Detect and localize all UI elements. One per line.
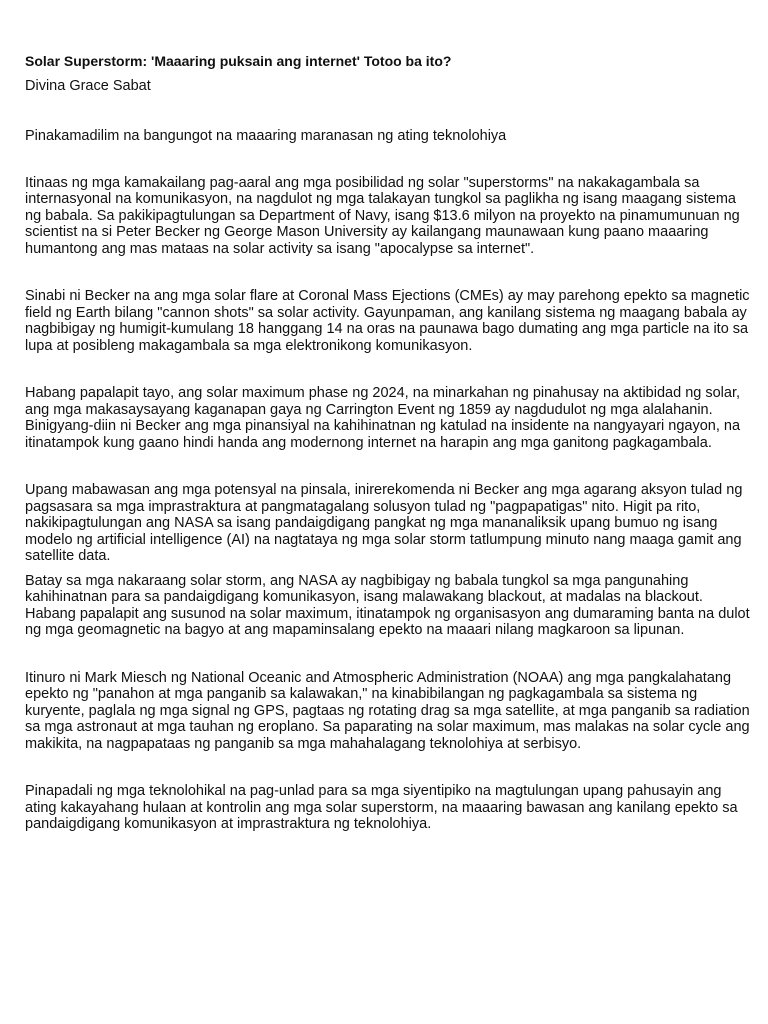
- article-paragraph: Sinabi ni Becker na ang mga solar flare at Coronal Mass Ejections (CMEs) ay may parehong epekto sa magnetic field ng Earth bilang "cannon shots" sa solar activity. Gayunpaman, ang kanilang sistema ng maagang babala ay nagbibigay ng humigit-kumulang 18 hanggang 14 na oras na paunawa bago dumating ang mga particle na ito sa lupa at posibleng makagambala sa mga elektronikong komunikasyon.: [25, 288, 750, 354]
- article-paragraph: Itinaas ng mga kamakailang pag-aaral ang mga posibilidad ng solar "superstorms" na nakakagambala sa internasyonal na komunikasyon, na nagdulot ng mga talakayan tungkol sa paglikha ng isang maagang sistema ng babala. Sa pakikipagtulungan sa Department of Navy, isang $13.6 milyon na proyekto na pinamumunuan ng scientist na si Peter Becker ng George Mason University ay kailangang maunawaan kung paano maaaring humantong ang mas mataas na solar activity sa isang "apocalypse sa internet".: [25, 174, 740, 257]
- article-paragraph: Pinapadali ng mga teknolohikal na pag-unlad para sa mga siyentipiko na magtulungan upang pahusayin ang ating kakayahang hulaan at kontrolin ang mga solar superstorm, na maaaring bawasan ang kanilang epekto sa pandaigdigang komunikasyon at imprastraktura ng teknolohiya.: [25, 783, 738, 832]
- article-paragraph: Habang papalapit tayo, ang solar maximum phase ng 2024, na minarkahan ng pinahusay na aktibidad ng solar, ang mga makasaysayang kaganapan gaya ng Carrington Event ng 1859 ay nagdudulot ng mga alalahanin. Binigyang-diin ni Becker ang mga pinansiyal na kahihinatnan ng katulad na insidente na nangyayari ngayon, na itinatampok kung gaano hindi handa ang modernong internet na harapin ang mga ganitong pagkagambala.: [25, 385, 741, 451]
- article-paragraph: Batay sa mga nakaraang solar storm, ang NASA ay nagbibigay ng babala tungkol sa mga pangunahing kahihinatnan para sa pandaigdigang komunikasyon, isang malawakang blackout, at madalas na blackout. Habang papalapit ang susunod na solar maximum, itinatampok ng organisasyon ang dumaraming banta na dulot ng mga geomagnetic na bagyo at ang mapaminsalang epekto na maaari nilang magkaroon sa lipunan.: [25, 572, 750, 638]
- article-paragraph: Upang mabawasan ang mga potensyal na pinsala, inirerekomenda ni Becker ang mga agarang aksyon tulad ng pagsasara sa mga imprastraktura at pangmatagalang solusyon tulad ng "pagpapatigas" nito. Higit pa rito, nakikipagtulungan ang NASA sa isang pandaigdigang pangkat ng mga mananaliksik upang bumuo ng isang modelo ng artificial intelligence (AI) na nagtataya ng mga solar storm tatlumpung minuto nang maaga gamit ang satellite data.: [25, 482, 743, 564]
- article-author: Divina Grace Sabat: [25, 78, 151, 94]
- article-paragraph: Itinuro ni Mark Miesch ng National Oceanic and Atmospheric Administration (NOAA) ang mga pangkalahatang epekto ng "panahon at mga panganib sa kalawakan," na kinabibilangan ng pagkagambala sa sistema ng kuryente, paglala ng mga signal ng GPS, pagtaas ng rotating drag sa mga satellite, at mga panganib sa radiation sa mga astronaut at mga tauhan ng eroplano. Sa paparating na solar maximum, mas malakas na solar cycle ang makikita, na nagpapataas ng panganib sa mga mahahalagang teknolohiya at serbisyo.: [25, 669, 750, 752]
- article-title: Solar Superstorm: 'Maaaring puksain ang internet' Totoo ba ito?: [25, 53, 452, 69]
- article: [25, 53, 753, 833]
- article-lead: Pinakamadilim na bangungot na maaaring maranasan ng ating teknolohiya: [25, 128, 507, 144]
